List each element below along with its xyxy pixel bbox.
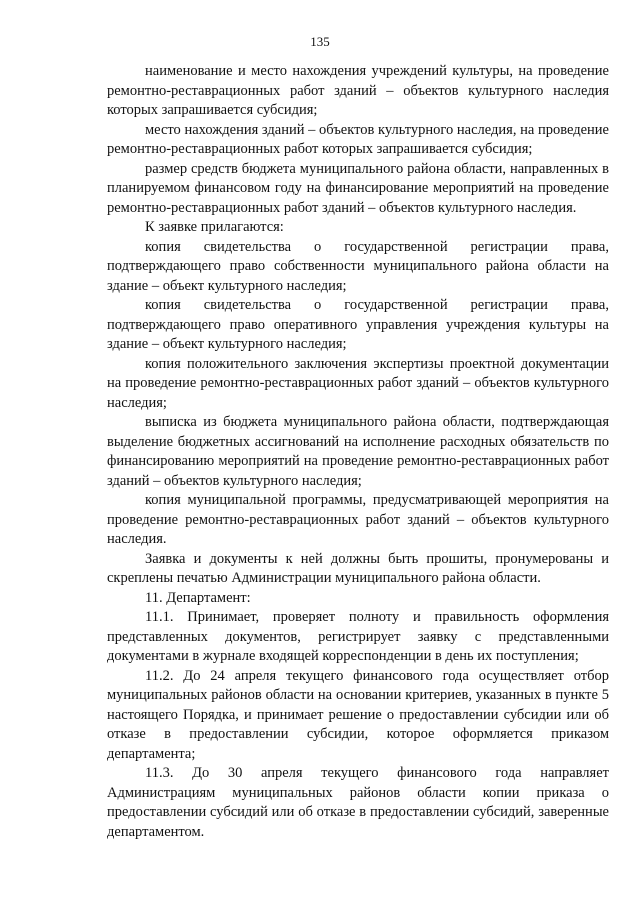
paragraph: копия свидетельства о государственной регистрации права, подтверждающего право оперативного управления учреждения культуры на здание – объект культурного наследия; [107, 297, 609, 352]
paragraph: копия свидетельства о государственной регистрации права, подтверждающего право собственности муниципального района области на здание – объект культурного наследия; [107, 238, 609, 294]
section-heading: 11. Департамент: [145, 589, 251, 606]
paragraph: 11.1. Принимает, проверяет полноту и правильность оформления представленных документов, регистрирует заявку с представленными документами в журнале входящей корреспонденции в день их поступления; [107, 609, 609, 664]
paragraph: выписка из бюджета муниципального района области, подтверждающая выделение бюджетных ассигнований на исполнение расходных обязательств по финансированию мероприятий на проведение ремонтно-реставрационных работ зданий – объектов культурного наследия; [107, 414, 609, 489]
paragraph: копия муниципальной программы, предусматривающей мероприятия на проведение ремонтно-реставрационных работ зданий – объектов культурного наследия. [107, 492, 609, 547]
paragraph: 11.2. До 24 апреля текущего финансового года осуществляет отбор муниципальных районов области на основании критериев, указанных в пункте 5 настоящего Порядка, и принимает решение о предоставлении субсидии или об отказе в предоставлении субсидии, которое оформляется приказом департамента; [107, 667, 609, 762]
paragraph: Заявка и документы к ней должны быть прошиты, пронумерованы и скреплены печатью Администрации муниципального района области. [107, 550, 609, 586]
paragraph: наименование и место нахождения учреждений культуры, на проведение ремонтно-реставрационных работ зданий – объектов культурного наследия которых запрашивается субсидия; [107, 63, 609, 118]
paragraph: К заявке прилагаются: [145, 219, 284, 235]
paragraph: копия положительного заключения экспертизы проектной документации на проведение ремонтно-реставрационных работ зданий – объектов культурного наследия; [107, 355, 609, 411]
paragraph: 11.3. До 30 апреля текущего финансового года направляет Администрациям муниципальных районов области копии приказа о предоставлении субсидий или об отказе в предоставлении субсидий, заверенные департаментом. [107, 765, 609, 840]
paragraph: место нахождения зданий – объектов культурного наследия, на проведение ремонтно-реставрационных работ которых запрашивается субсидия; [107, 121, 609, 157]
page-number: 135 [310, 34, 330, 49]
document-body [107, 62, 609, 842]
paragraph: размер средств бюджета муниципального района области, направленных в планируемом финансовом году на финансирование мероприятий на проведение ремонтно-реставрационных работ зданий – объектов культурного наследия. [107, 160, 609, 216]
